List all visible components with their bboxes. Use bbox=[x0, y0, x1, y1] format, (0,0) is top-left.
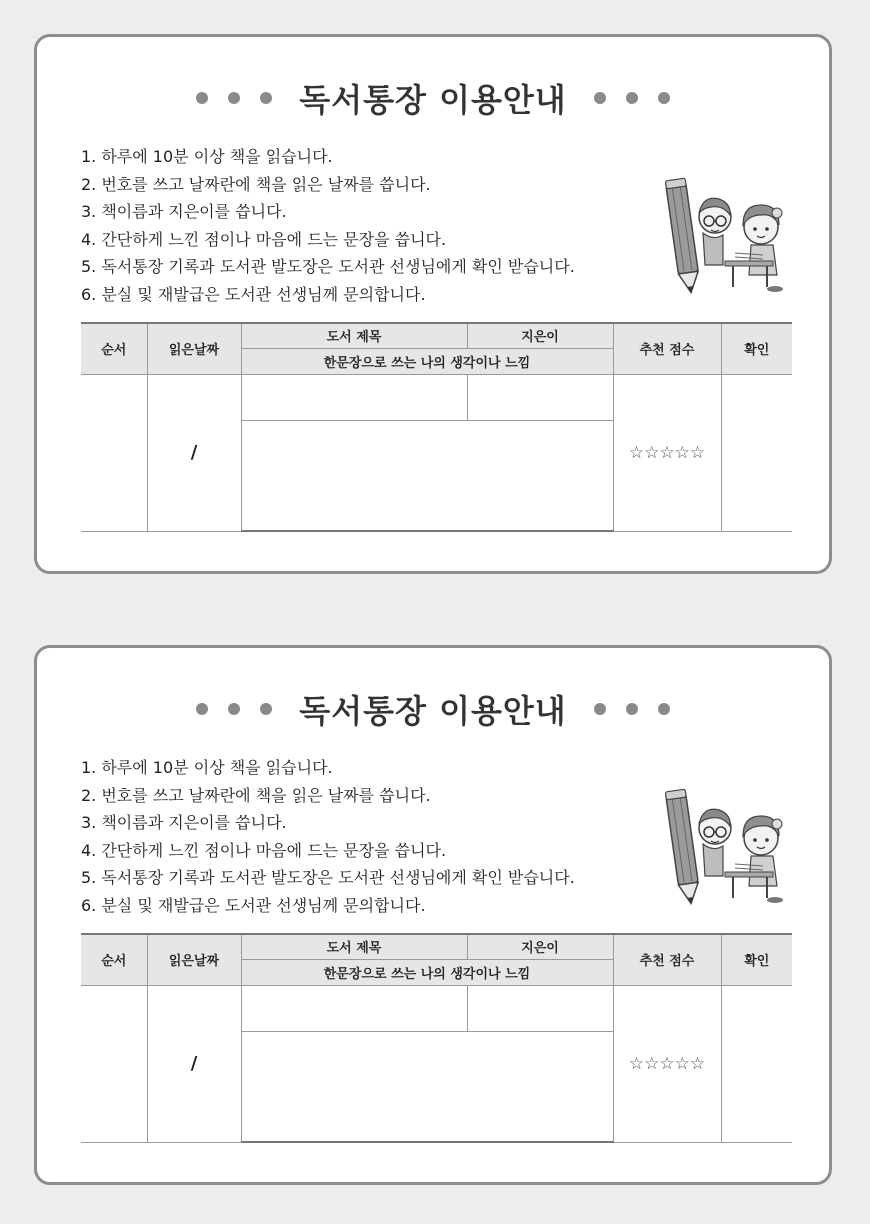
author-cell[interactable] bbox=[467, 985, 613, 1031]
rule-item: 5. 독서통장 기록과 도서관 발도장은 도서관 선생님에게 확인 받습니다. bbox=[81, 868, 575, 887]
confirm-cell[interactable] bbox=[721, 374, 792, 531]
book-title-cell[interactable] bbox=[241, 374, 467, 420]
decorative-dot bbox=[260, 703, 272, 715]
card-title-row bbox=[37, 75, 829, 121]
rule-item: 1. 하루에 10분 이상 책을 읽습니다. bbox=[81, 147, 333, 166]
header-author: 지은이 bbox=[467, 323, 613, 348]
header-confirm: 확인 bbox=[721, 323, 792, 374]
decorative-dot bbox=[260, 92, 272, 104]
card-title: 독서통장 이용안내 bbox=[299, 692, 567, 730]
reading-guide-card-bottom bbox=[34, 645, 832, 1185]
decorative-dot bbox=[658, 92, 670, 104]
header-order: 순서 bbox=[81, 934, 147, 985]
kids-with-pencil-illustration bbox=[663, 786, 795, 911]
read-date-cell[interactable]: / bbox=[147, 985, 241, 1142]
card-title: 독서통장 이용안내 bbox=[299, 81, 567, 119]
reading-guide-card-top bbox=[34, 34, 832, 574]
header-book-title: 도서 제목 bbox=[241, 934, 467, 959]
rules-list bbox=[81, 143, 575, 308]
decorative-dot bbox=[626, 703, 638, 715]
rule-item: 5. 독서통장 기록과 도서관 발도장은 도서관 선생님에게 확인 받습니다. bbox=[81, 257, 575, 276]
order-cell[interactable] bbox=[81, 374, 147, 531]
header-read-date: 읽은날짜 bbox=[147, 323, 241, 374]
feeling-cell[interactable] bbox=[241, 1031, 613, 1142]
reading-log-table bbox=[81, 933, 792, 1143]
card-title-row bbox=[37, 686, 829, 732]
header-recommend-score: 추천 점수 bbox=[613, 323, 721, 374]
book-title-cell[interactable] bbox=[241, 985, 467, 1031]
decorative-dot bbox=[228, 92, 240, 104]
header-feeling: 한문장으로 쓰는 나의 생각이나 느낌 bbox=[241, 959, 613, 985]
header-feeling: 한문장으로 쓰는 나의 생각이나 느낌 bbox=[241, 348, 613, 374]
feeling-cell[interactable] bbox=[241, 420, 613, 531]
decorative-dot bbox=[196, 703, 208, 715]
header-author: 지은이 bbox=[467, 934, 613, 959]
rule-item: 2. 번호를 쓰고 날짜란에 책을 읽은 날짜를 씁니다. bbox=[81, 785, 431, 805]
kids-with-pencil-illustration bbox=[663, 175, 795, 300]
rule-item: 3. 책이름과 지은이를 씁니다. bbox=[81, 202, 287, 221]
header-recommend-score: 추천 점수 bbox=[613, 934, 721, 985]
header-book-title: 도서 제목 bbox=[241, 323, 467, 348]
header-order: 순서 bbox=[81, 323, 147, 374]
order-cell[interactable] bbox=[81, 985, 147, 1142]
decorative-dot bbox=[594, 92, 606, 104]
star-rating[interactable]: ☆☆☆☆☆ bbox=[613, 985, 721, 1142]
read-date-cell[interactable]: / bbox=[147, 374, 241, 531]
rule-item: 3. 책이름과 지은이를 씁니다. bbox=[81, 813, 287, 832]
rule-item: 4. 간단하게 느낀 점이나 마음에 드는 문장을 씁니다. bbox=[81, 229, 447, 249]
rules-list bbox=[81, 754, 575, 919]
confirm-cell[interactable] bbox=[721, 985, 792, 1142]
rule-item: 2. 번호를 쓰고 날짜란에 책을 읽은 날짜를 씁니다. bbox=[81, 174, 431, 194]
star-rating[interactable]: ☆☆☆☆☆ bbox=[613, 374, 721, 531]
header-read-date: 읽은날짜 bbox=[147, 934, 241, 985]
header-confirm: 확인 bbox=[721, 934, 792, 985]
rule-item: 1. 하루에 10분 이상 책을 읽습니다. bbox=[81, 758, 333, 777]
rule-item: 6. 분실 및 재발급은 도서관 선생님께 문의합니다. bbox=[81, 895, 426, 915]
decorative-dot bbox=[626, 92, 638, 104]
rule-item: 6. 분실 및 재발급은 도서관 선생님께 문의합니다. bbox=[81, 284, 426, 304]
rule-item: 4. 간단하게 느낀 점이나 마음에 드는 문장을 씁니다. bbox=[81, 840, 447, 860]
decorative-dot bbox=[658, 703, 670, 715]
decorative-dot bbox=[228, 703, 240, 715]
author-cell[interactable] bbox=[467, 374, 613, 420]
decorative-dot bbox=[594, 703, 606, 715]
decorative-dot bbox=[196, 92, 208, 104]
reading-log-table bbox=[81, 322, 792, 532]
